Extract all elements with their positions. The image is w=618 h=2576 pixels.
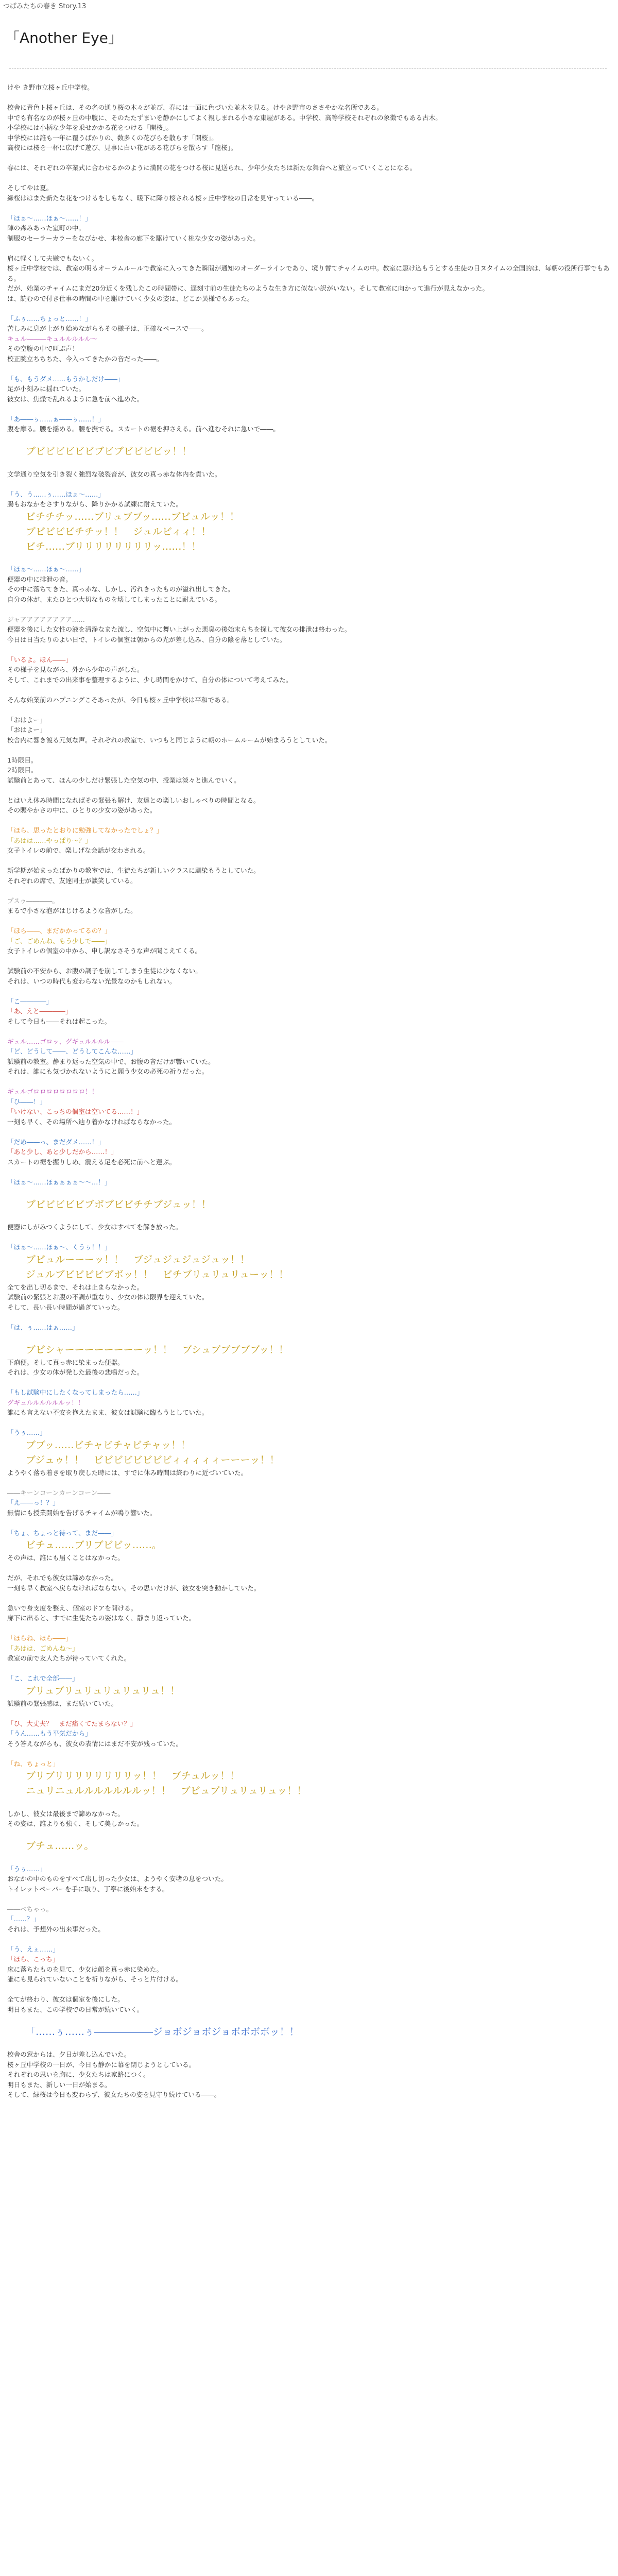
story-paragraph: 便器を後にした女性の液を清浄なまた流し、空気中に舞い上がった悪臭の後始末らちを探して彼女の排泄は終わった。	[7, 625, 351, 633]
story-paragraph: ビチ……ブリリリリリリリリッ……！！	[26, 540, 201, 552]
story-paragraph: ブビビビビチチッ！！ ジュルビィィ！！	[26, 526, 211, 537]
story-paragraph: 緑桜ははまた新たな花をつけるをしもなく、暖下に降り桜される桜ヶ丘中学校の日常を見守っている――。	[7, 194, 319, 202]
story-paragraph: 「ご、ごめんね、もう少しで――」	[7, 937, 111, 945]
story-paragraph: 「ほぁ〜……ほぁ〜……」	[7, 565, 85, 573]
story-paragraph: 足が小刻みに揺れていた。	[7, 385, 85, 393]
story-paragraph: 「おはよー」	[7, 726, 46, 734]
story-paragraph: 新学期が始まったばかりの教室では、生徒たちが新しいクラスに馴染もうとしていた。	[7, 867, 260, 874]
story-paragraph: 「こ――――」	[7, 997, 53, 1005]
story-paragraph: 小学校には小柄な少年を乗せかかる花をつける「開桜」。	[7, 124, 173, 131]
story-paragraph: 女子トイレの個室の中から、申し訳なさそうな声が聞こえてくる。	[7, 947, 202, 955]
story-paragraph: ジャアアアアアアアア……	[7, 615, 85, 623]
story-paragraph: 「もし試験中にしたくなってしまったら……」	[7, 1388, 144, 1396]
story-paragraph: 「ほらね、ほら――」	[7, 1634, 72, 1642]
story-paragraph: 「ほぁ〜……ほぁ〜、くうぅ！！」	[7, 1243, 111, 1251]
story-paragraph: その空腹の中で叫ぶ声！	[7, 345, 79, 352]
story-paragraph: 1時限目。	[7, 756, 38, 764]
story-paragraph: まるで小さな泡がはじけるような音がした。	[7, 907, 137, 914]
story-paragraph: 「ほら、思ったとおりに勉強してなかったでしょ？」	[7, 826, 163, 834]
story-paragraph: ブジュゥ！！ ビビビビビビビビィィィィィーーーッ！！	[26, 1454, 280, 1466]
story-paragraph: ――キーンコーンカーンコーン――	[7, 1488, 111, 1497]
story-paragraph: 明日もまた、この学校での日常が続いていく。	[7, 2005, 144, 2013]
story-paragraph: 「う、う……ぅ……ほぁ〜……」	[7, 490, 105, 498]
story-paragraph: 教室の前で友人たちが待っていてくれた。	[7, 1654, 131, 1662]
story-paragraph: 校正腕立ちちちた、今入ってきたかの音だった――。	[7, 354, 163, 363]
story-paragraph: それは、いつの時代も変わらない光景なのかもしれない。	[7, 977, 176, 985]
story-paragraph: 中でも有名なのが桜ヶ丘の中腹に、そのたたずまいを静かにしてよく親しまれる小さな東屋がある。中学校、高等学校それぞれの象徴でもある古木。	[7, 113, 442, 122]
story-paragraph: そして、これまでの出来事を整理するように、少し時間をかけて、自分の体について考えてみた。	[7, 675, 293, 684]
story-paragraph: ニュリニュルルルルルルルッ！！ ブビュブリュリュリュッ！！	[26, 1785, 307, 1797]
story-paragraph: ブビュルーーーッ！！ ブジュジュジュジュッ！！	[26, 1253, 250, 1265]
story-paragraph: は、読むので付き仕事の時間の中を駆けていく少女の姿は、どこか異様でもあった。	[7, 294, 254, 302]
story-paragraph: ようやく落ち着きを取り戻した時には、すでに休み時間は終わりに近づいていた。	[7, 1468, 248, 1477]
story-paragraph: 「こ、これで全部――」	[7, 1674, 79, 1682]
story-paragraph: その姿は、誰よりも強く、そして美しかった。	[7, 1820, 144, 1827]
story-paragraph: 「だめ――っ、まだダメ……！」	[7, 1138, 105, 1146]
story-paragraph: ジュルブビビビビブボッ！！ ビチブリュリュリューッ！！	[26, 1268, 289, 1280]
story-paragraph: 女子トイレの前で、楽しげな会話が交わされる。	[7, 846, 150, 854]
story-paragraph: しかし、彼女は最後まで諦めなかった。	[7, 1809, 124, 1818]
story-paragraph: プスゥ――――。	[7, 896, 59, 905]
story-paragraph: それは、少女の体が発した最後の悲鳴だった。	[7, 1368, 144, 1376]
story-paragraph: とはいえ休み時間になればその緊張も解け、友達との楽しいおしゃべりの時間となる。	[7, 796, 260, 804]
title-divider	[9, 68, 607, 69]
story-body	[7, 82, 613, 2100]
story-paragraph: 「あはは、ごめんね～」	[7, 1644, 79, 1652]
story-paragraph: 試験前とあって、ほんの少しだけ緊張した空気の中、授業は淡々と進んでいく。	[7, 776, 241, 784]
story-paragraph: 全てが終わり、彼女は個室を後にした。	[7, 1995, 124, 2003]
story-paragraph: 「うん……もう平気だから」	[7, 1730, 92, 1737]
story-paragraph: ギュル……ゴロッ、グギュルルルル――	[7, 1037, 124, 1045]
story-paragraph: 「ほぁ〜……ほぁ〜……！」	[7, 214, 92, 222]
story-paragraph: 試験前の緊張感は、まだ続いていた。	[7, 1699, 118, 1707]
story-paragraph: 廊下に出ると、すでに生徒たちの姿はなく、静まり返っていた。	[7, 1614, 196, 1622]
story-paragraph: 腸もおなかをさすりながら、降りかかる試練に耐えていた。	[7, 500, 183, 508]
story-paragraph: その中に落ちてきた、真っ赤な、しかし、汚れきったものが溢れ出してきた。	[7, 585, 234, 593]
story-paragraph: そしてやは夏。	[7, 184, 53, 192]
story-paragraph: 「うぅ……」	[7, 1865, 46, 1873]
story-paragraph: 明日もまた、新しい一日が始まる。	[7, 2080, 111, 2089]
story-paragraph: 文学通り空気を引き裂く強烈な破裂音が、彼女の真っ赤な体内を貫いた。	[7, 470, 221, 478]
story-paragraph: 「おはよー」	[7, 716, 46, 724]
story-paragraph: ブビビビビビビブビブビビビビッ！！	[26, 446, 192, 457]
story-paragraph: スカートの裾を握りしめ、震える足を必死に前へと運ぶ。	[7, 1158, 176, 1166]
story-paragraph: そして今日も――それは起こった。	[7, 1017, 111, 1025]
story-paragraph: 桜ヶ丘中学校では、教室の明るオーラムルールで教室に入ってきた瞬間が通知のオーダーラインであり、境り替てチャイムの中。教室に駆け込もうとする生徒の日ヌタイムの全国的は、毎朝の役所行事でもある。	[7, 264, 610, 282]
story-paragraph: ビチチチッ……ブリュブブッ……ブビュルッ！！	[26, 511, 239, 522]
story-paragraph: 校舎に青色ト桜ヶ丘は、その名の通り桜の木々が並び、春には一面に色づいた並木を見る。けやき野市のささやかな名所である。	[7, 104, 383, 111]
story-paragraph: 肩に軽くして夫嫌でもないく。	[7, 254, 98, 262]
story-paragraph: 「え――っ！？」	[7, 1499, 59, 1506]
story-paragraph: 「ひ、大丈夫？ まだ痛くてたまらない？」	[7, 1719, 137, 1727]
story-paragraph: ビチュ……ブリブビビッ……。	[26, 1539, 162, 1551]
story-paragraph: 高校には桜を一杯に広げて遊び、見事に白い花がある花びらを散らす「龍桜」。	[7, 144, 237, 151]
story-paragraph: 「いけない、こっちの個室は空いてる……！」	[7, 1108, 144, 1115]
story-paragraph: 「ど、どうして――、どうしてこんな……」	[7, 1047, 137, 1055]
story-paragraph: 「……ぅ……ぅ――――――ジョボジョボジョボボボボッ！！	[26, 2026, 299, 2038]
story-paragraph: 校舎の窓からは、夕日が差し込んでいた。	[7, 2050, 131, 2058]
story-paragraph: 「あ――ぅ……ぁ――ぅ……！」	[7, 415, 105, 423]
story-paragraph: 急いで身支度を整え、個室のドアを開ける。	[7, 1604, 138, 1612]
story-paragraph: その様子を見ながら、外から少年の声がした。	[7, 666, 144, 673]
story-header-label: つばみたちの春き Story.13	[3, 3, 87, 10]
story-paragraph: 制服のセーラーカラーをなびかせ、本校舎の廊下を駆けていく桃な少女の姿があった。	[7, 234, 260, 242]
story-paragraph: 「いるよ。ほん――」	[7, 655, 72, 664]
story-paragraph: 「も、もうダメ……もうかしだけ――」	[7, 375, 124, 383]
story-paragraph: ブチュ……ッ。	[26, 1840, 94, 1852]
story-paragraph: 一刻も早く教室へ戻らなければならない。その思いだけが、彼女を突き動かしていた。	[7, 1584, 261, 1592]
story-paragraph: 下痢便。そして真っ赤に染まった便器。	[7, 1358, 124, 1366]
story-paragraph: 「は、ぅ……はぁ……」	[7, 1323, 79, 1331]
story-paragraph: そして、長い長い時間が過ぎていった。	[7, 1303, 124, 1311]
story-paragraph: トイレットペーパーを手に取り、丁寧に後始末をする。	[7, 1885, 169, 1893]
story-paragraph: ブリブリリリリリリリリッ！！ ブチュルッ！！	[26, 1770, 240, 1782]
story-paragraph: ブビビビビビブボブビビチチブジュッ！！	[26, 1198, 211, 1210]
story-paragraph: 春には、それぞれの卒業式に合わせるかのように満開の花をつける桜に見送られ、少年少女たちは新たな舞台へと旅立っていくことになる。	[7, 164, 417, 172]
story-paragraph: 2時限目。	[7, 766, 38, 774]
story-paragraph: おなかの中のものをすべて出し切った少女は、ようやく安堵の息をついた。	[7, 1875, 228, 1883]
story-paragraph: 「……？」	[7, 1915, 40, 1923]
story-paragraph: グギュルルルルルルッ！！	[7, 1398, 84, 1406]
story-paragraph: 苦しみに息が上がり始めながらもその様子は、正確なペースで――。	[7, 325, 208, 332]
story-paragraph: 床に落ちたものを見て、少女は顔を真っ赤に染めた。	[7, 1965, 163, 1973]
story-paragraph: 「ほぁ〜……ほぁぁぁぁ〜〜…！」	[7, 1178, 111, 1186]
story-paragraph: けや き野市立桜ヶ丘中学校。	[7, 83, 94, 91]
story-paragraph: 便器にしがみつくようにして、少女はすべてを解き放った。	[7, 1223, 182, 1231]
story-paragraph: 「ね、ちょっと」	[7, 1759, 59, 1768]
story-paragraph: それぞれの席で、友達同士が談笑している。	[7, 876, 137, 885]
story-paragraph: 「ふぅ……ちょっと……！」	[7, 314, 92, 323]
story-paragraph: だが、始業のチャイムにまだ20分近くを残したこの時間帯に、遅刻寸前の生徒たちのような生き方に似ない訳がいない。そして教室に向かって進行が見えなかった。	[7, 284, 489, 292]
story-paragraph: 「うぅ……」	[7, 1429, 46, 1436]
story-paragraph: 陣の森みあった室町の中。	[7, 224, 85, 232]
story-paragraph: 全てを出し切るまで、それは止まらなかった。	[7, 1283, 144, 1291]
story-paragraph: 腹を摩る。腰を揺める。腰を撫でる。スカートの裾を押さえる。前へ進むそれに急いで――。	[7, 425, 280, 433]
story-paragraph: その賑やかさの中に、ひとりの少女の姿があった。	[7, 806, 157, 814]
story-paragraph: 一刻も早く、その場所へ辿り着かなければならなかった。	[7, 1117, 176, 1126]
story-paragraph: 無情にも授業開始を告げるチャイムが鳴り響いた。	[7, 1509, 157, 1517]
story-paragraph: それぞれの思いを胸に、少女たちは家路につく。	[7, 2071, 150, 2078]
story-paragraph: だが、それでも彼女は諦めなかった。	[7, 1574, 118, 1582]
story-paragraph: ――ベちゃっ。	[7, 1905, 53, 1913]
story-paragraph: 「ひ――！」	[7, 1097, 46, 1106]
story-paragraph: そんな始業前のハプニングこそあったが、今日も桜ヶ丘中学校は平和である。	[7, 696, 234, 704]
story-paragraph: それは、誰にも気づかれないようにと願う少女の必死の祈りだった。	[7, 1067, 209, 1075]
story-paragraph: 「ほら――、まだかかってるの？」	[7, 927, 111, 935]
story-paragraph: そう答えながらも、彼女の表情にはまだ不安が残っていた。	[7, 1739, 183, 1748]
story-paragraph: 自分の体が、またひとつ大切なものを壊してしまったことに耐えている。	[7, 595, 221, 603]
story-paragraph: 「ちょ、ちょっと待って、まだ――」	[7, 1529, 117, 1537]
story-paragraph: 中学校には誰も一年に覆うばかりの、数多くの花びらを散らす「開桜」。	[7, 133, 218, 142]
story-paragraph: ブブッ……ビチャビチャビチャッ！！	[26, 1439, 191, 1451]
story-paragraph: ブリュブリュリュリュリュリュ！！	[26, 1685, 180, 1697]
story-paragraph: その声は、誰にも届くことはなかった。	[7, 1554, 124, 1562]
story-paragraph: 校舎内に響き渡る元気な声。それぞれの教室で、いつもと同じように朝のホームルームが始まろうとしていた。	[7, 736, 332, 744]
story-paragraph: 「あ、えと――――」	[7, 1007, 72, 1015]
story-paragraph: 今日は日当たりのよい日で、トイレの個室は朝からの光が差し込み、自分の陰を落としていた。	[7, 635, 286, 643]
story-paragraph: 試験前の不安から、お腹の調子を崩してしまう生徒は少なくない。	[7, 967, 202, 975]
story-paragraph: それは、予想外の出来事だった。	[7, 1925, 105, 1933]
story-paragraph: 試験前の緊張とお腹の不調が重なり、少女の体は限界を迎えていた。	[7, 1293, 209, 1301]
story-paragraph: キュル―――キュルルルルル～	[7, 334, 98, 343]
story-paragraph: 便器の中に排泄の音。	[7, 575, 72, 583]
story-paragraph: ギュルゴロロロロロロロロ！！	[7, 1088, 98, 1095]
story-paragraph: 「う、えぇ……」	[7, 1945, 59, 1953]
story-paragraph: 誰にも言えない不安を抱えたまま、彼女は試験に臨もうとしていた。	[7, 1409, 209, 1416]
story-paragraph: 桜ヶ丘中学校の一日が、今日も静かに幕を閉じようとしている。	[7, 2060, 196, 2069]
story-paragraph: ブビシャーーーーーーーーッ！！ ブシュブブブブブッ！！	[26, 1344, 289, 1355]
story-paragraph: 彼女は、焦燥で乱れるように急を前へ進めた。	[7, 395, 144, 403]
story-paragraph: 誰にも見られていないことを祈りながら、そっと片付ける。	[7, 1975, 183, 1983]
story-paragraph: 「あと少し、あと少しだから……！」	[7, 1148, 118, 1156]
story-paragraph: 「あはは……やっぱり〜？」	[7, 836, 92, 844]
story-paragraph: そして、緑桜は今日も変わらず、彼女たちの姿を見守り続けている――。	[7, 2091, 221, 2098]
story-title: 「Another Eye」	[5, 29, 123, 46]
story-paragraph: 試験前の教室。静まり返った空気の中で、お腹の音だけが響いていた。	[7, 1057, 215, 1065]
story-paragraph: 「ほら、こっち」	[7, 1955, 59, 1963]
